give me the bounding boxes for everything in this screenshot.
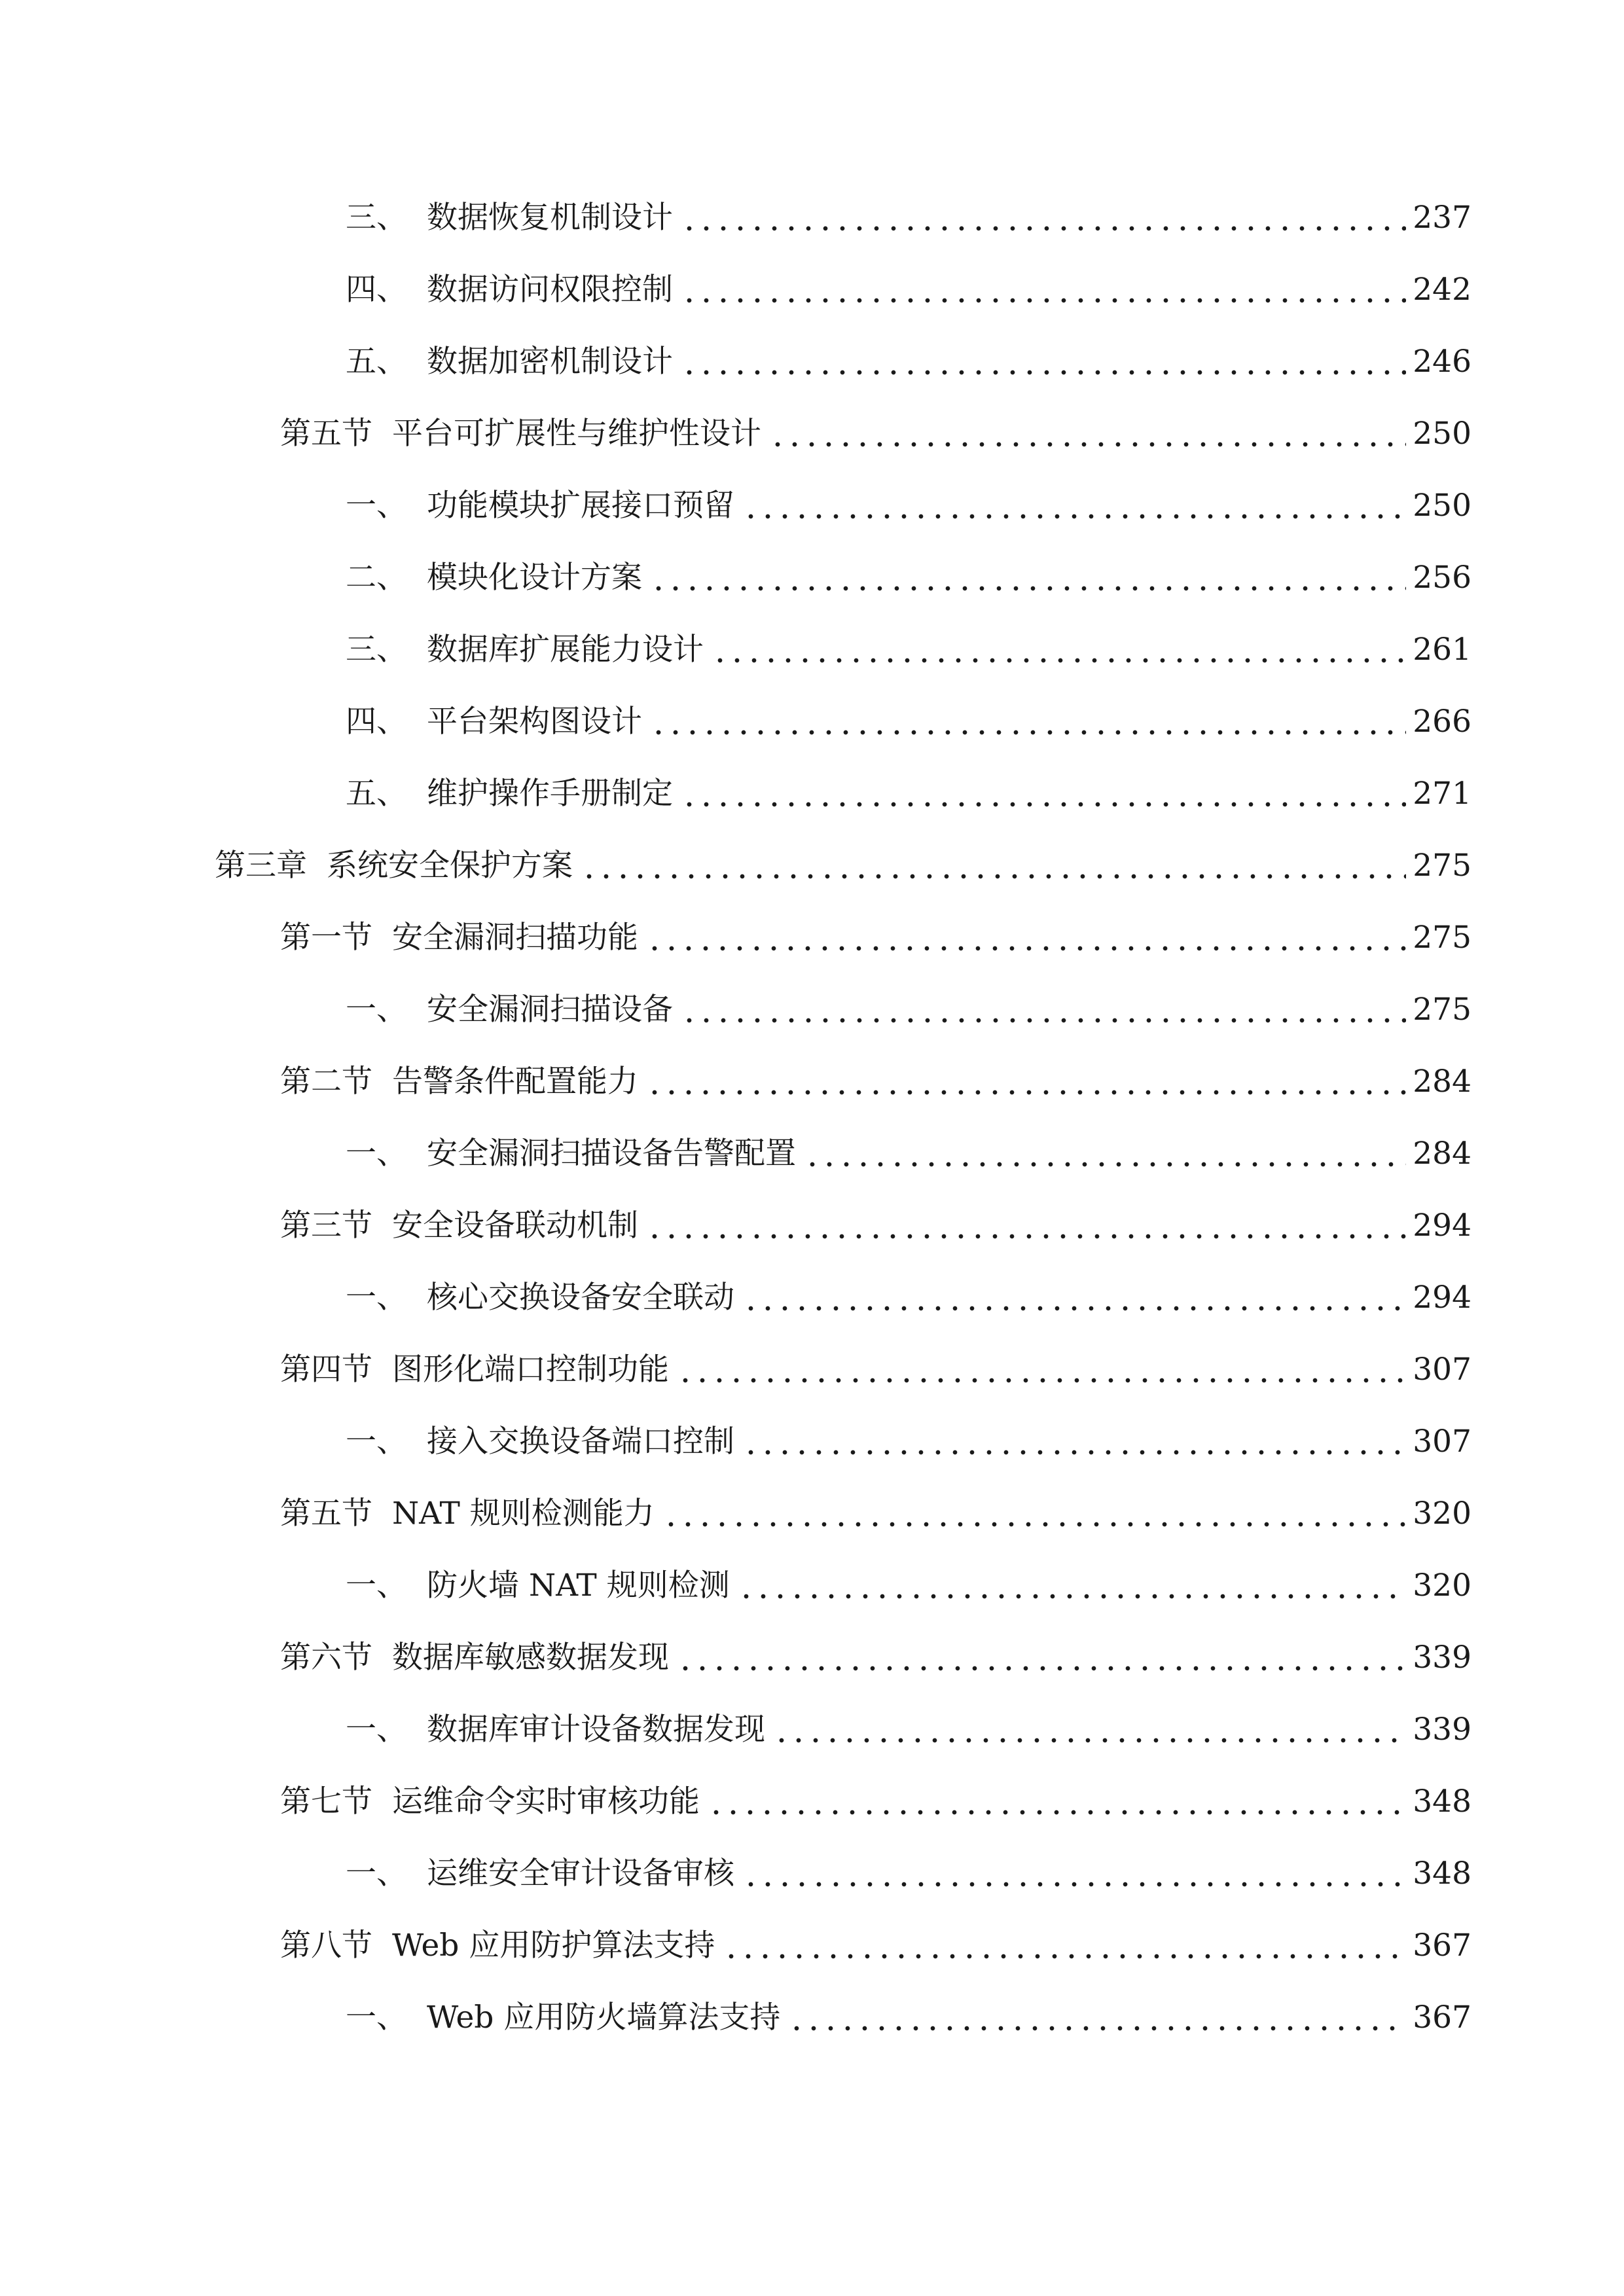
toc-entry-section[interactable]	[346, 1131, 1471, 1177]
toc-marker: 第八节	[280, 1928, 372, 1964]
dot-leader	[677, 1347, 1406, 1393]
toc-marker: 一、	[346, 1856, 407, 1892]
dot-leader	[646, 1203, 1406, 1249]
toc-title: NAT 规则检测能力	[392, 1496, 655, 1532]
dot-leader	[681, 771, 1406, 817]
toc-title: Web 应用防火墙算法支持	[427, 2000, 781, 2036]
toc-marker: 第一节	[280, 920, 372, 956]
toc-page-number: 294	[1413, 1280, 1471, 1316]
dot-leader	[581, 843, 1406, 889]
toc-entry-section[interactable]	[346, 1851, 1471, 1897]
toc-page-number: 307	[1413, 1424, 1471, 1460]
toc-entry-subchapter[interactable]	[280, 1635, 1471, 1681]
toc-entry-subchapter[interactable]	[280, 1923, 1471, 1969]
dot-leader	[742, 1851, 1406, 1897]
toc-entry-subchapter[interactable]	[280, 1059, 1471, 1105]
toc-page-number: 320	[1413, 1496, 1471, 1532]
toc-entry-section[interactable]	[346, 1995, 1471, 2041]
toc-marker: 第四节	[280, 1352, 372, 1388]
toc-entry-section[interactable]	[346, 267, 1471, 313]
dot-leader	[742, 1275, 1406, 1321]
dot-leader	[681, 195, 1406, 241]
toc-entry-section[interactable]	[346, 195, 1471, 241]
toc-page-number: 275	[1413, 992, 1471, 1028]
toc-title: 功能模块扩展接口预留	[427, 488, 734, 524]
toc-page-number: 339	[1413, 1712, 1471, 1748]
toc-entry-section[interactable]	[346, 699, 1471, 745]
toc-page-number: 284	[1413, 1136, 1471, 1172]
dot-leader	[646, 915, 1406, 961]
toc-title: 防火墙 NAT 规则检测	[427, 1568, 730, 1604]
toc-marker: 三、	[346, 200, 407, 236]
toc-page-number: 339	[1413, 1640, 1471, 1676]
toc-entry-section[interactable]	[346, 987, 1471, 1033]
dot-leader	[646, 1059, 1406, 1105]
toc-title: 图形化端口控制功能	[392, 1352, 669, 1388]
toc-entry-subchapter[interactable]	[280, 1347, 1471, 1393]
toc-entry-section[interactable]	[346, 555, 1471, 601]
toc-marker: 三、	[346, 632, 407, 668]
toc-title: 运维命令实时审核功能	[392, 1784, 700, 1820]
toc-title: 安全漏洞扫描功能	[392, 920, 638, 956]
dot-leader	[650, 699, 1406, 745]
toc-marker: 第三节	[280, 1208, 372, 1244]
dot-leader	[662, 1491, 1406, 1537]
dot-leader	[723, 1923, 1406, 1969]
dot-leader	[712, 627, 1406, 673]
toc-page-number: 348	[1413, 1856, 1471, 1892]
toc-marker: 第五节	[280, 416, 372, 452]
toc-title: 数据库扩展能力设计	[427, 632, 704, 668]
toc-marker: 第七节	[280, 1784, 372, 1820]
toc-title: 告警条件配置能力	[392, 1064, 638, 1100]
toc-title: 核心交换设备安全联动	[427, 1280, 734, 1316]
toc-marker: 第六节	[280, 1640, 372, 1676]
dot-leader	[804, 1131, 1406, 1177]
toc-marker: 第五节	[280, 1496, 372, 1532]
toc-marker: 第二节	[280, 1064, 372, 1100]
toc-page-number: 367	[1413, 2000, 1471, 2036]
toc-marker: 一、	[346, 1712, 407, 1748]
dot-leader	[681, 267, 1406, 313]
dot-leader	[742, 1419, 1406, 1465]
toc-page-number: 237	[1413, 200, 1471, 236]
toc-entry-subchapter[interactable]	[280, 915, 1471, 961]
toc-title: 数据库审计设备数据发现	[427, 1712, 765, 1748]
toc-title: 平台可扩展性与维护性设计	[392, 416, 761, 452]
toc-title: Web 应用防护算法支持	[392, 1928, 715, 1964]
toc-title: 运维安全审计设备审核	[427, 1856, 734, 1892]
toc-page-number: 246	[1413, 344, 1471, 380]
toc-title: 数据恢复机制设计	[427, 200, 673, 236]
toc-marker: 一、	[346, 2000, 407, 2036]
toc-entry-section[interactable]	[346, 771, 1471, 817]
toc-page-number: 275	[1413, 848, 1471, 884]
toc-entry-section[interactable]	[346, 1275, 1471, 1321]
toc-page-number: 307	[1413, 1352, 1471, 1388]
toc-marker: 四、	[346, 272, 407, 308]
toc-title: 安全漏洞扫描设备	[427, 992, 673, 1028]
toc-page-number: 294	[1413, 1208, 1471, 1244]
toc-marker: 四、	[346, 704, 407, 740]
dot-leader	[742, 483, 1406, 529]
toc-marker: 一、	[346, 488, 407, 524]
toc-marker: 二、	[346, 560, 407, 596]
toc-page-number: 250	[1413, 416, 1471, 452]
toc-page-number: 275	[1413, 920, 1471, 956]
toc-entry-chapter[interactable]	[215, 843, 1471, 889]
toc-page-number: 250	[1413, 488, 1471, 524]
dot-leader	[681, 987, 1406, 1033]
dot-leader	[677, 1635, 1406, 1681]
toc-marker: 一、	[346, 992, 407, 1028]
toc-page-number: 367	[1413, 1928, 1471, 1964]
toc-title: 数据库敏感数据发现	[392, 1640, 669, 1676]
dot-leader	[788, 1995, 1406, 2041]
toc-page-number: 256	[1413, 560, 1471, 596]
toc-entry-subchapter[interactable]	[280, 411, 1471, 457]
toc-title: 数据加密机制设计	[427, 344, 673, 380]
dot-leader	[769, 411, 1406, 457]
toc-page-number: 261	[1413, 632, 1471, 668]
toc-entry-section[interactable]	[346, 339, 1471, 385]
toc-entry-section[interactable]	[346, 627, 1471, 673]
toc-page-number: 271	[1413, 776, 1471, 812]
toc-entry-subchapter[interactable]	[280, 1779, 1471, 1825]
dot-leader	[681, 339, 1406, 385]
toc-title: 安全设备联动机制	[392, 1208, 638, 1244]
toc-page-number: 320	[1413, 1568, 1471, 1604]
toc-title: 模块化设计方案	[427, 560, 642, 596]
dot-leader	[773, 1707, 1406, 1753]
toc-entry-section[interactable]	[346, 1707, 1471, 1753]
dot-leader	[708, 1779, 1406, 1825]
toc-marker: 一、	[346, 1568, 407, 1604]
dot-leader	[650, 555, 1406, 601]
toc-title: 数据访问权限控制	[427, 272, 673, 308]
toc-marker: 一、	[346, 1136, 407, 1172]
toc-title: 安全漏洞扫描设备告警配置	[427, 1136, 796, 1172]
toc-title: 接入交换设备端口控制	[427, 1424, 734, 1460]
toc-marker: 一、	[346, 1280, 407, 1316]
toc-marker: 五、	[346, 344, 407, 380]
toc-title: 平台架构图设计	[427, 704, 642, 740]
toc-page-number: 348	[1413, 1784, 1471, 1820]
toc-page-number: 284	[1413, 1064, 1471, 1100]
toc-title: 维护操作手册制定	[427, 776, 673, 812]
toc-title: 系统安全保护方案	[327, 848, 573, 884]
toc-marker: 一、	[346, 1424, 407, 1460]
dot-leader	[738, 1563, 1407, 1609]
toc-entry-section[interactable]	[346, 1419, 1471, 1465]
toc-entry-section[interactable]	[346, 483, 1471, 529]
toc-marker: 第三章	[215, 848, 307, 884]
toc-entry-subchapter[interactable]	[280, 1203, 1471, 1249]
toc-marker: 五、	[346, 776, 407, 812]
toc-page-number: 266	[1413, 704, 1471, 740]
toc-entry-section[interactable]	[346, 1563, 1471, 1609]
toc-page-number: 242	[1413, 272, 1471, 308]
toc-entry-subchapter[interactable]	[280, 1491, 1471, 1537]
